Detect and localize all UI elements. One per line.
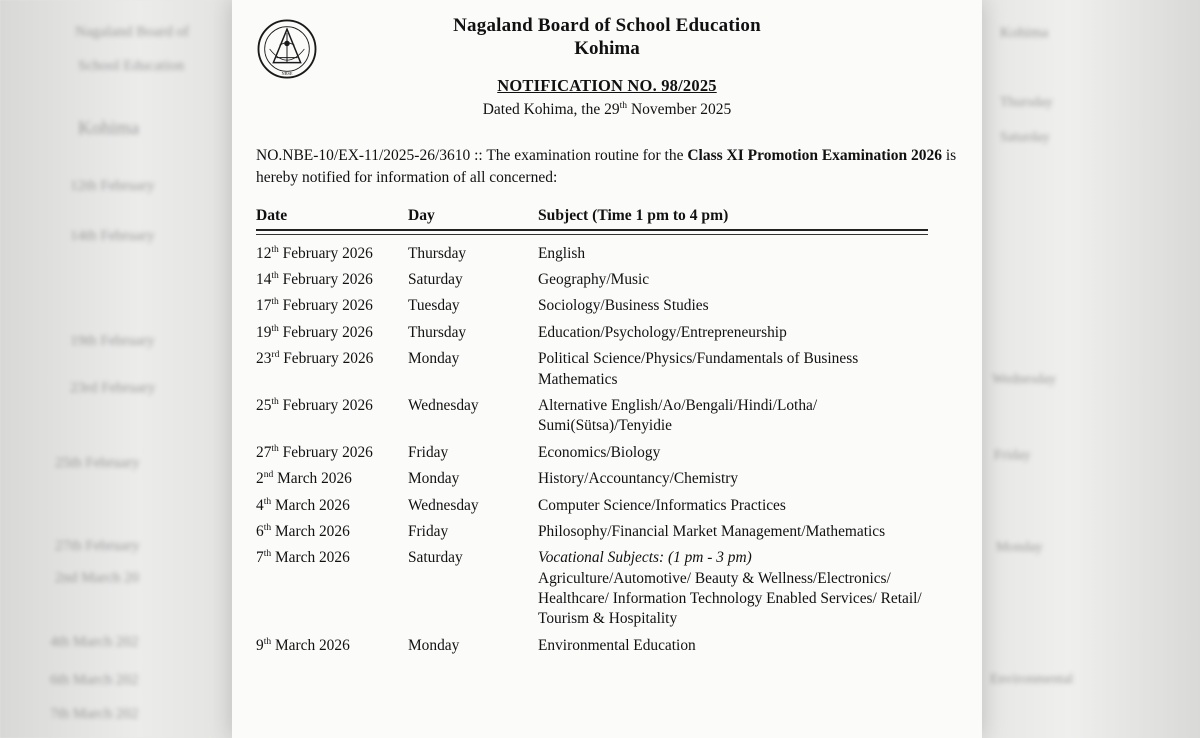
cell-subject: Economics/Biology bbox=[538, 443, 661, 461]
date-number: 25 bbox=[256, 397, 272, 415]
ghost-text: 27th February bbox=[55, 538, 140, 554]
table-body bbox=[256, 234, 928, 659]
date-number: 17 bbox=[256, 297, 272, 315]
cell-day: Monday bbox=[408, 350, 460, 368]
date-ordinal: th bbox=[263, 548, 272, 560]
cell-day: Saturday bbox=[408, 549, 463, 567]
ghost-text: 19th February bbox=[70, 333, 155, 349]
vocational-subjects: Agriculture/Automotive/ Beauty & Wellness/Electronics/ Healthcare/ Information Technology Enabled Services/ Retail/ Tourism & Hospitality bbox=[538, 569, 922, 628]
date-ordinal: th bbox=[263, 635, 272, 647]
date-ordinal: th bbox=[271, 442, 279, 454]
notification-number: NOTIFICATION NO. 98/2025 bbox=[497, 76, 717, 96]
date-ordinal: th bbox=[263, 495, 272, 507]
ghost-text: Friday bbox=[994, 448, 1031, 463]
board-city: Kohima bbox=[574, 38, 640, 60]
table-row bbox=[256, 440, 928, 466]
table-row bbox=[256, 267, 928, 293]
table-row bbox=[256, 493, 928, 519]
cell-date bbox=[256, 320, 408, 346]
cell-date bbox=[256, 466, 408, 492]
cell-day: Monday bbox=[408, 470, 460, 488]
cell-day: Wednesday bbox=[408, 396, 479, 414]
cell-subject: Education/Psychology/Entrepreneurship bbox=[538, 323, 787, 341]
date-month-year: February 2026 bbox=[278, 244, 373, 262]
ghost-text: Saturday bbox=[1000, 130, 1050, 145]
date-ordinal: th bbox=[271, 296, 279, 308]
cell-day: Wednesday bbox=[408, 496, 479, 514]
cell-date bbox=[256, 346, 408, 393]
intro-reference: NO.NBE-10/EX-11/2025-26/3610 :: The examination routine for the bbox=[256, 146, 688, 164]
dated-prefix: Dated Kohima, the 29 bbox=[482, 101, 620, 119]
table-row bbox=[256, 293, 928, 319]
cell-subject: Sociology/Business Studies bbox=[538, 297, 709, 315]
cell-date bbox=[256, 440, 408, 466]
date-ordinal: th bbox=[263, 521, 272, 533]
notification-date bbox=[232, 100, 982, 119]
ghost-text: 4th March 202 bbox=[50, 634, 139, 650]
ghost-text: Wednesday bbox=[992, 372, 1057, 387]
intro-exam-name: Class XI Promotion Examination 2026 bbox=[687, 146, 942, 164]
ghost-text: 25th February bbox=[55, 455, 140, 471]
ghost-text: Kohima bbox=[78, 118, 140, 139]
ghost-text: Monday bbox=[996, 540, 1043, 555]
date-month-year: February 2026 bbox=[279, 350, 374, 368]
date-ordinal: rd bbox=[271, 349, 280, 361]
ghost-text: Environmental bbox=[990, 672, 1074, 687]
ghost-text: School Education bbox=[78, 58, 185, 74]
date-number: 27 bbox=[256, 443, 272, 461]
date-month-year: March 2026 bbox=[271, 636, 350, 654]
table-header-row bbox=[256, 207, 928, 230]
ghost-text: 7th March 202 bbox=[50, 706, 139, 722]
column-header-date: Date bbox=[256, 207, 408, 230]
cell-date bbox=[256, 393, 408, 440]
column-header-day: Day bbox=[408, 207, 538, 230]
date-month-year: March 2026 bbox=[271, 549, 350, 567]
ghost-text: 6th March 202 bbox=[50, 672, 139, 688]
date-number: 6 bbox=[256, 523, 264, 541]
table-row bbox=[256, 466, 928, 492]
ghost-text: 14th February bbox=[70, 228, 155, 244]
dated-suffix: November 2025 bbox=[627, 101, 732, 119]
cell-day: Friday bbox=[408, 522, 449, 540]
cell-day: Thursday bbox=[408, 323, 467, 341]
cell-day: Monday bbox=[408, 636, 460, 654]
date-number: 14 bbox=[256, 271, 272, 289]
intro-tail: is hereby notified for information of all concerned: bbox=[256, 146, 957, 186]
date-ordinal: nd bbox=[263, 469, 274, 481]
date-month-year: February 2026 bbox=[278, 297, 373, 315]
date-number: 12 bbox=[256, 244, 272, 262]
date-month-year: February 2026 bbox=[278, 397, 373, 415]
date-month-year: February 2026 bbox=[278, 443, 373, 461]
ghost-text: Kohima bbox=[1000, 25, 1049, 41]
date-number: 19 bbox=[256, 323, 272, 341]
table-row bbox=[256, 346, 928, 393]
table-row bbox=[256, 545, 928, 632]
date-month-year: March 2026 bbox=[271, 523, 350, 541]
cell-subject: History/Accountancy/Chemistry bbox=[538, 470, 739, 488]
ghost-text: Thursday bbox=[1000, 95, 1053, 110]
column-header-subject: Subject (Time 1 pm to 4 pm) bbox=[538, 207, 928, 230]
cell-subject: Alternative English/Ao/Bengali/Hindi/Lotha/ Sumi(Sütsa)/Tenyidie bbox=[538, 396, 818, 435]
cell-date bbox=[256, 241, 408, 267]
cell-date bbox=[256, 293, 408, 319]
table-row bbox=[256, 320, 928, 346]
document-header bbox=[232, 0, 982, 120]
table-row bbox=[256, 241, 928, 267]
board-name: Nagaland Board of School Education bbox=[453, 15, 761, 36]
date-number: 2 bbox=[256, 470, 264, 488]
cell-date bbox=[256, 493, 408, 519]
ghost-text: 2nd March 20 bbox=[55, 570, 140, 586]
exam-routine-table bbox=[256, 207, 928, 660]
date-number: 4 bbox=[256, 496, 264, 514]
vocational-heading: Vocational Subjects: (1 pm - 3 pm) bbox=[538, 549, 752, 567]
cell-day: Friday bbox=[408, 443, 449, 461]
document-content bbox=[232, 0, 982, 738]
date-number: 7 bbox=[256, 549, 264, 567]
cell-date bbox=[256, 519, 408, 545]
cell-subject: Computer Science/Informatics Practices bbox=[538, 496, 786, 514]
ghost-text: Nagaland Board of bbox=[75, 24, 190, 40]
table-row bbox=[256, 519, 928, 545]
cell-day: Tuesday bbox=[408, 297, 460, 315]
cell-subject bbox=[538, 545, 928, 632]
table-header bbox=[256, 207, 928, 235]
dated-ordinal: th bbox=[619, 100, 628, 112]
table-row bbox=[256, 393, 928, 440]
date-ordinal: th bbox=[271, 243, 279, 255]
cell-date bbox=[256, 267, 408, 293]
board-emblem-icon bbox=[256, 18, 318, 80]
cell-subject: Philosophy/Financial Market Management/Mathematics bbox=[538, 522, 886, 540]
cell-date bbox=[256, 545, 408, 632]
date-month-year: March 2026 bbox=[271, 496, 350, 514]
table-row bbox=[256, 633, 928, 659]
intro-paragraph bbox=[256, 145, 958, 189]
cell-subject: English bbox=[538, 244, 586, 262]
cell-day: Saturday bbox=[408, 270, 463, 288]
cell-subject: Environmental Education bbox=[538, 636, 696, 654]
cell-subject: Geography/Music bbox=[538, 270, 650, 288]
date-number: 9 bbox=[256, 636, 264, 654]
date-ordinal: th bbox=[271, 269, 279, 281]
date-month-year: March 2026 bbox=[273, 470, 352, 488]
svg-text:NBSE: NBSE bbox=[281, 71, 293, 77]
date-ordinal: th bbox=[271, 322, 279, 334]
date-month-year: February 2026 bbox=[278, 271, 373, 289]
ghost-text: 23rd February bbox=[70, 380, 156, 396]
background-left-blur bbox=[0, 0, 232, 738]
date-number: 23 bbox=[256, 350, 272, 368]
background-right-blur bbox=[982, 0, 1200, 738]
date-month-year: February 2026 bbox=[278, 323, 373, 341]
cell-subject: Political Science/Physics/Fundamentals of Business Mathematics bbox=[538, 350, 859, 388]
cell-date bbox=[256, 633, 408, 659]
cell-day: Thursday bbox=[408, 244, 467, 262]
date-ordinal: th bbox=[271, 395, 279, 407]
ghost-text: 12th February bbox=[70, 178, 155, 194]
